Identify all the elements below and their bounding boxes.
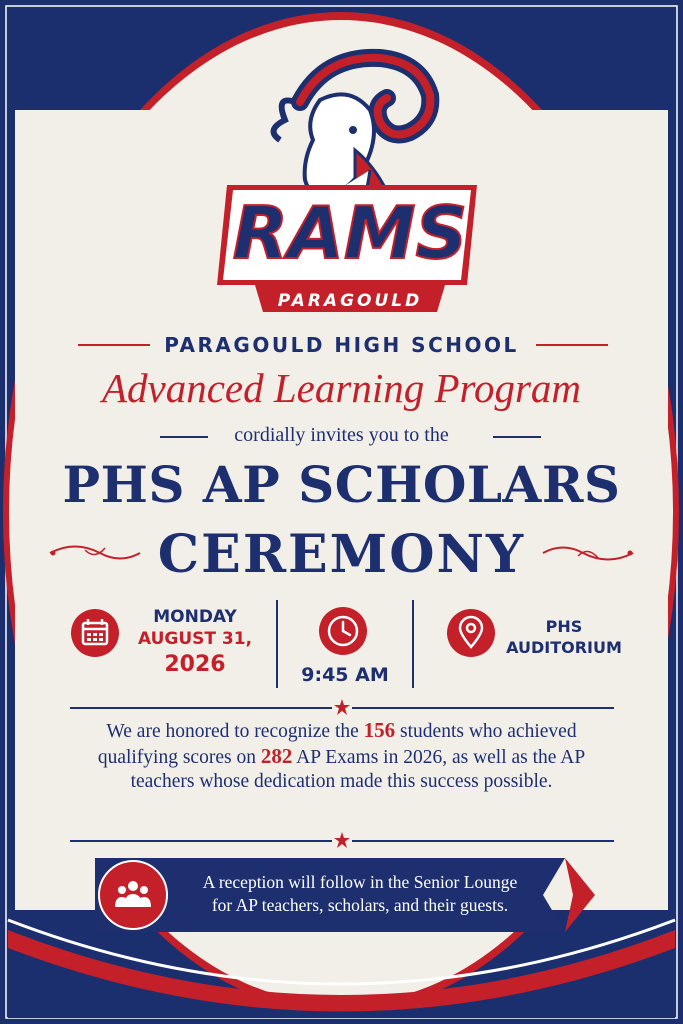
recognition-part2: students who achieved qualifying scores on	[97, 721, 577, 768]
body-rule-top-right	[352, 707, 614, 709]
location-line2: AUDITORIUM	[506, 638, 622, 657]
map-pin-icon	[446, 608, 496, 658]
detail-divider-2	[412, 600, 414, 688]
svg-text:RAMS: RAMS	[232, 191, 468, 275]
recognition-part1: We are honored to recognize the	[106, 721, 364, 742]
invite-line: cordially invites you to the	[234, 424, 449, 446]
reception-text	[180, 871, 540, 917]
ceremony-title-line2: CEREMONY	[157, 524, 526, 585]
calendar-icon	[70, 608, 120, 658]
school-name: PARAGOULD HIGH SCHOOL	[164, 333, 519, 357]
rams-logo	[205, 40, 495, 315]
event-month-day: AUGUST 31,	[137, 629, 253, 649]
body-rule-bottom-left	[70, 840, 332, 842]
school-name-row	[0, 333, 683, 363]
event-date	[130, 606, 260, 680]
student-count: 156	[363, 718, 396, 742]
event-time: 9:45 AM	[301, 664, 389, 686]
people-group-icon	[113, 875, 153, 915]
body-rule-top-left	[70, 707, 332, 709]
program-name: Advanced Learning Program	[101, 365, 582, 411]
ceremony-title-line1: PHS AP SCHOLARS	[62, 455, 621, 514]
body-rule-bottom-right	[352, 840, 614, 842]
recognition-part3: AP Exams in 2026, as well as the AP teachers whose dedication made this success possible.	[130, 747, 586, 792]
event-location	[500, 616, 628, 658]
event-day: MONDAY	[153, 607, 237, 627]
detail-divider-1	[276, 600, 278, 688]
rams-wordmark	[217, 185, 477, 312]
reception-line1: A reception will follow in the Senior Lounge	[202, 872, 518, 892]
flourish-right-icon	[538, 538, 638, 568]
svg-text:PARAGOULD: PARAGOULD	[277, 291, 423, 311]
event-year: 2026	[164, 652, 226, 677]
clock-icon	[318, 606, 368, 656]
star-icon	[334, 699, 350, 715]
star-icon	[334, 832, 350, 848]
location-line1: PHS	[545, 617, 583, 636]
exam-count: 282	[260, 744, 293, 768]
reception-line2: for AP teachers, scholars, and their guests.	[211, 895, 509, 915]
recognition-text	[80, 718, 603, 794]
